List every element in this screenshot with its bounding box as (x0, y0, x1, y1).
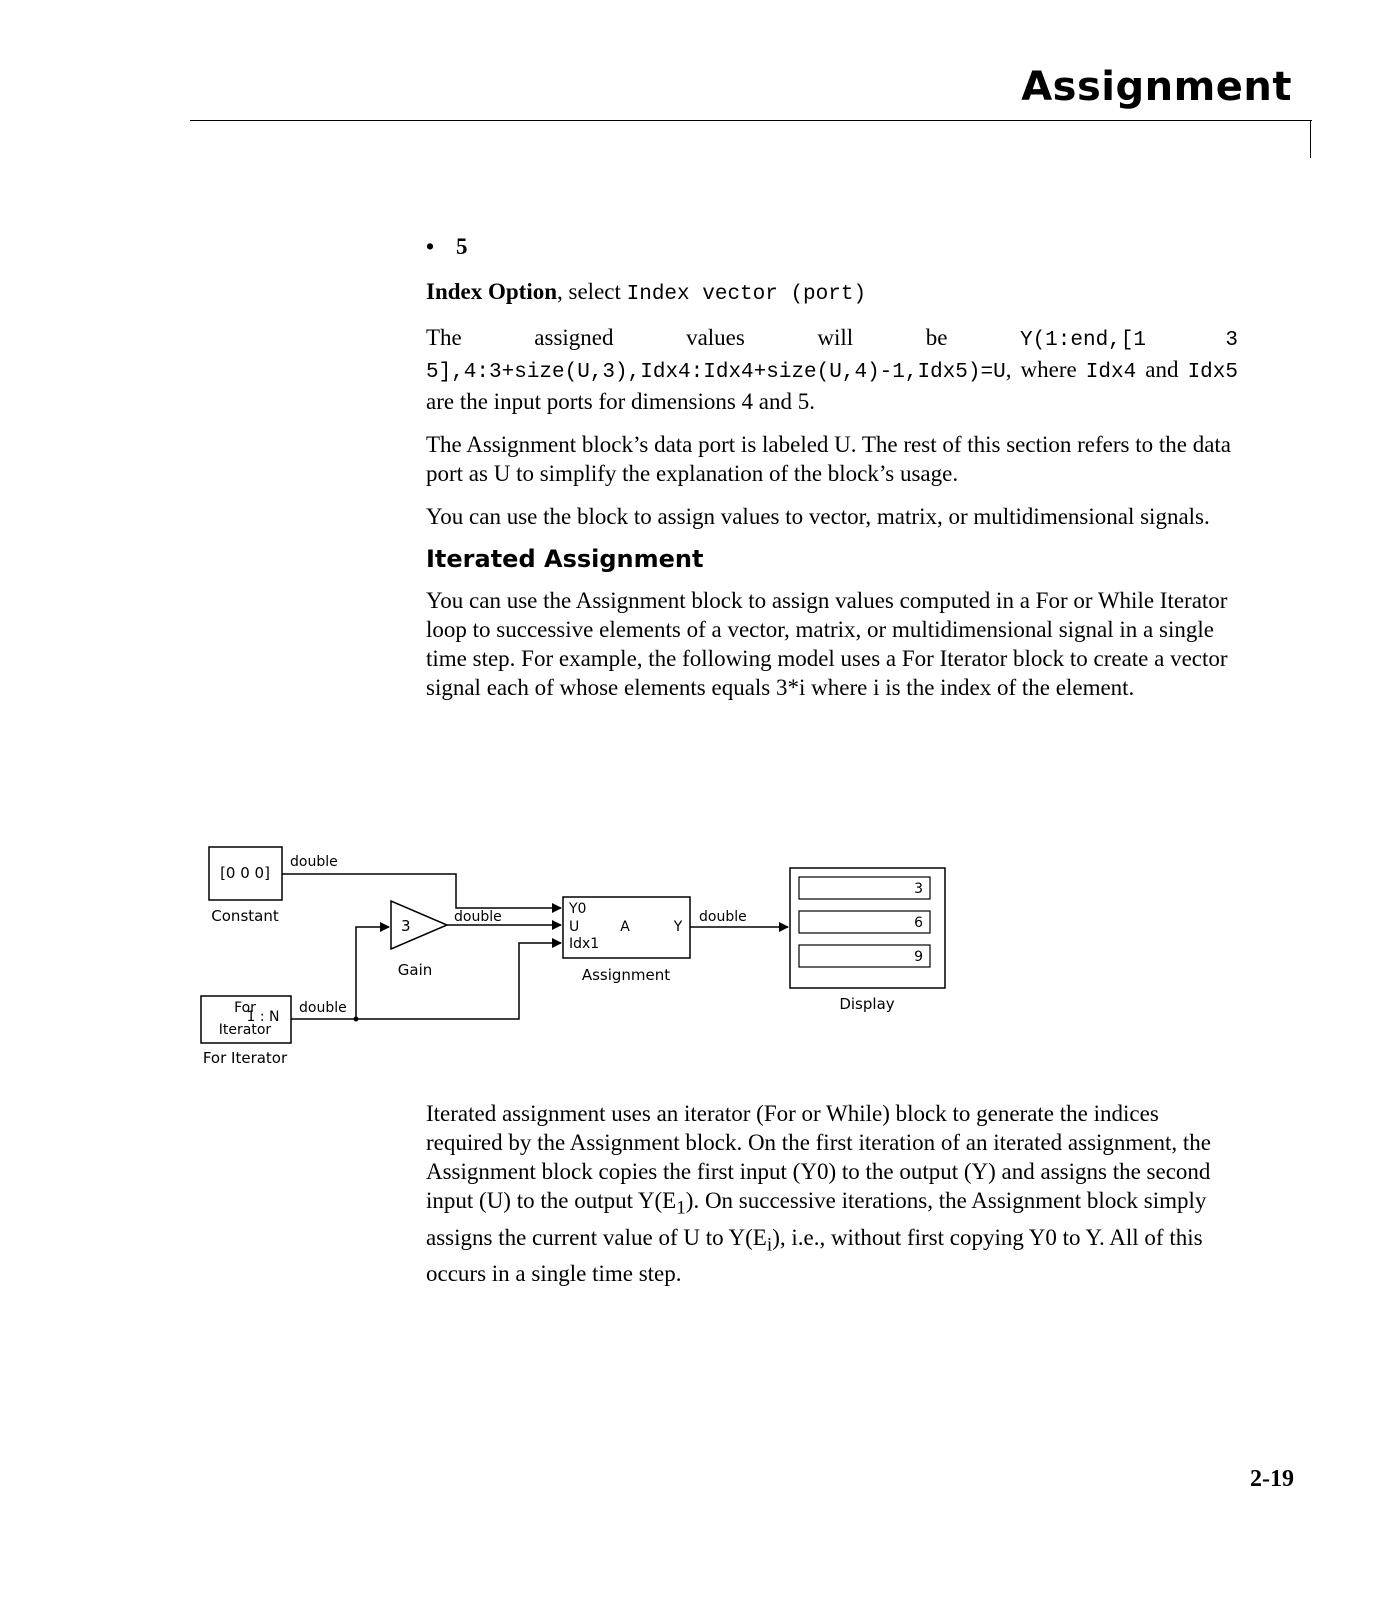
signal-branch-point (354, 1017, 359, 1022)
for-iterator-label: For Iterator (202, 1049, 288, 1067)
bullet-item (426, 232, 1238, 261)
para4-subscript-1: 1 (676, 1197, 686, 1219)
assignment-label: Assignment (581, 966, 671, 984)
display-value-1: 3 (914, 881, 923, 897)
display-cell-1 (799, 877, 930, 899)
signal-label-iterator: double (299, 1000, 347, 1016)
idx4-code: Idx4 (1085, 361, 1137, 384)
signal-iterator-to-idx1 (356, 943, 561, 1019)
para4-text-2: ). On successive iterations, the Assignment block simply assigns the current value of U to Y(E (426, 1188, 1207, 1250)
signal-constant-to-y0 (282, 874, 561, 908)
para4-text-1: Iterated assignment uses an iterator (For or While) block to generate the indices required by the Assignment block. On the first iteration of an iterated assignment, the Assignment block copies the first input (Y0) to the output (Y) and assigns the second input (U) to the output Y(E (426, 1101, 1211, 1213)
para1-text-1: The assigned values will be (426, 325, 1020, 350)
iterated-explanation (426, 1099, 1238, 1288)
signal-label-constant: double (290, 854, 338, 870)
assignment-port-u: U (569, 919, 580, 935)
para4-subscript-i: i (766, 1234, 773, 1256)
assignment-output-port: Y (673, 919, 683, 935)
assigned-values-paragraph (426, 323, 1238, 416)
for-iterator-line3: Iterator (218, 1022, 272, 1038)
page-number: 2-19 (1250, 1466, 1294, 1492)
iterated-explanation-paragraph (426, 1099, 1238, 1288)
gain-label: Gain (397, 961, 433, 979)
index-option-line (426, 277, 1238, 309)
simulink-model-diagram (196, 840, 956, 1080)
iterated-intro-paragraph: You can use the Assignment block to assign values computed in a For or While Iterator loop to successive elements of a vector, matrix, or multidimensional signal in a single time step. For example, the following model uses a For Iterator block to create a vector signal each of whose elements equals 3*i where i is the index of the element. (426, 588, 1228, 700)
index-option-text: , select (557, 279, 627, 304)
para4-text-3: ), i.e., without first copying Y0 to Y. All of this occurs in a single time step. (426, 1224, 1203, 1287)
for-iterator-line2: 1 : N (246, 1009, 280, 1025)
header-rule-tick (1310, 120, 1311, 158)
index-option-value: Index vector (port) (626, 283, 867, 306)
para1-text-2: , where (1005, 357, 1086, 382)
assignment-port-y0: Y0 (569, 901, 587, 917)
section-heading: Iterated Assignment (426, 545, 704, 573)
signal-label-assignment: double (699, 909, 747, 925)
data-port-paragraph: The Assignment block’s data port is labeled U. The rest of this section refers to the data port as U to simplify the explanation of the block’s usage. (426, 432, 1232, 486)
display-value-2: 6 (914, 915, 923, 931)
header-rule (190, 120, 1312, 121)
assignment-center-label: A (620, 919, 630, 935)
bullet-number: 5 (456, 234, 468, 259)
display-cell-3 (799, 945, 930, 967)
page-title: Assignment (1021, 64, 1292, 110)
for-iterator-line1: For (234, 1000, 256, 1016)
gain-value: 3 (401, 917, 411, 935)
assignment-expression: Y(1:end,[1 3 5],4:3+size(U,3),Idx4:Idx4+size(U,4)-1,Idx5)=U (426, 329, 1238, 384)
para1-text-3: and (1136, 357, 1188, 382)
main-content (426, 232, 1238, 716)
idx5-code: Idx5 (1187, 361, 1238, 384)
index-option-label: Index Option (426, 279, 558, 304)
gain-block (391, 901, 447, 949)
constant-label: Constant (211, 907, 279, 925)
usage-paragraph: You can use the block to assign values to vector, matrix, or multidimensional signals. (426, 504, 1210, 529)
display-value-3: 9 (914, 949, 923, 965)
signal-label-gain: double (454, 909, 502, 925)
display-cell-2 (799, 911, 930, 933)
para1-text-4: are the input ports for dimensions 4 and 5. (426, 389, 816, 414)
assignment-port-idx1: Idx1 (569, 936, 600, 952)
display-label: Display (839, 995, 895, 1013)
bullet-marker: • (426, 234, 435, 259)
constant-value: [0 0 0] (220, 864, 270, 882)
